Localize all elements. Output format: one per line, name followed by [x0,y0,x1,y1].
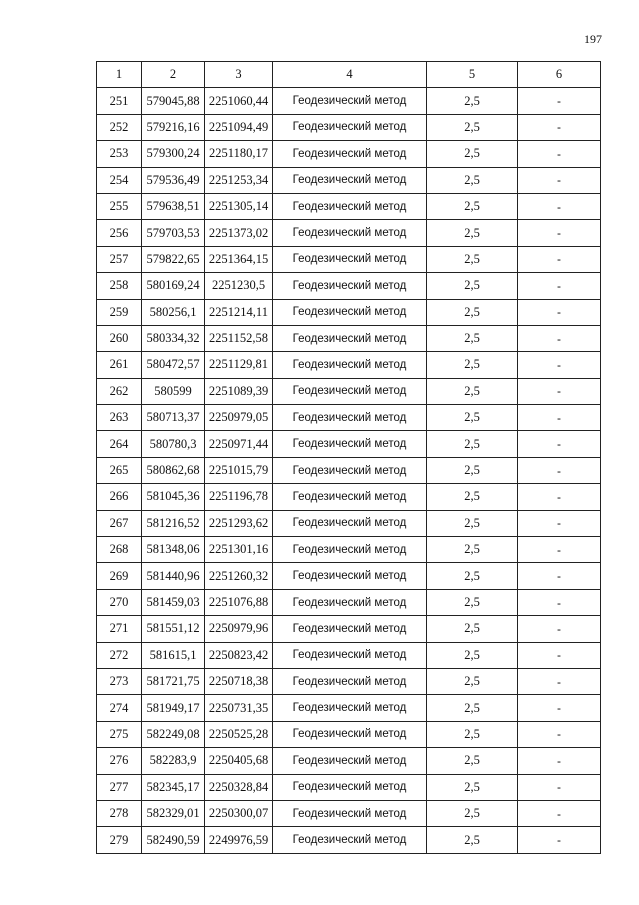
table-row [97,827,601,853]
accuracy-cell: 2,5 [427,141,518,167]
x-coordinate-cell: 580713,37 [142,405,205,431]
x-coordinate-cell: 580599 [142,378,205,404]
point-number-cell: 265 [97,457,142,483]
accuracy-cell: 2,5 [427,589,518,615]
method-cell: Геодезический метод [273,378,427,404]
column-header-4: 4 [273,62,427,88]
point-number-cell: 273 [97,668,142,694]
note-cell: - [518,510,601,536]
method-cell: Геодезический метод [273,589,427,615]
accuracy-cell: 2,5 [427,510,518,536]
column-header-2: 2 [142,62,205,88]
method-cell: Геодезический метод [273,273,427,299]
y-coordinate-cell: 2250731,35 [205,695,273,721]
x-coordinate-cell: 579703,53 [142,220,205,246]
note-cell: - [518,114,601,140]
note-cell: - [518,563,601,589]
note-cell: - [518,193,601,219]
point-number-cell: 279 [97,827,142,853]
column-header-6: 6 [518,62,601,88]
point-number-cell: 253 [97,141,142,167]
note-cell: - [518,405,601,431]
method-cell: Геодезический метод [273,721,427,747]
table-body [97,88,601,853]
accuracy-cell: 2,5 [427,616,518,642]
accuracy-cell: 2,5 [427,167,518,193]
note-cell: - [518,352,601,378]
note-cell: - [518,721,601,747]
table-row [97,431,601,457]
column-header-5: 5 [427,62,518,88]
y-coordinate-cell: 2250405,68 [205,748,273,774]
y-coordinate-cell: 2251060,44 [205,88,273,114]
note-cell: - [518,325,601,351]
point-number-cell: 270 [97,589,142,615]
y-coordinate-cell: 2251152,58 [205,325,273,351]
note-cell: - [518,299,601,325]
accuracy-cell: 2,5 [427,695,518,721]
note-cell: - [518,167,601,193]
point-number-cell: 255 [97,193,142,219]
point-number-cell: 272 [97,642,142,668]
y-coordinate-cell: 2251089,39 [205,378,273,404]
method-cell: Геодезический метод [273,616,427,642]
note-cell: - [518,616,601,642]
method-cell: Геодезический метод [273,800,427,826]
point-number-cell: 256 [97,220,142,246]
accuracy-cell: 2,5 [427,352,518,378]
method-cell: Геодезический метод [273,405,427,431]
table-row [97,114,601,140]
x-coordinate-cell: 581949,17 [142,695,205,721]
x-coordinate-cell: 581721,75 [142,668,205,694]
table-row [97,193,601,219]
y-coordinate-cell: 2251305,14 [205,193,273,219]
accuracy-cell: 2,5 [427,457,518,483]
note-cell: - [518,141,601,167]
coordinates-table [96,61,601,854]
x-coordinate-cell: 579638,51 [142,193,205,219]
point-number-cell: 252 [97,114,142,140]
point-number-cell: 278 [97,800,142,826]
column-header-1: 1 [97,62,142,88]
accuracy-cell: 2,5 [427,246,518,272]
y-coordinate-cell: 2251301,16 [205,537,273,563]
table-row [97,721,601,747]
table-row [97,378,601,404]
y-coordinate-cell: 2250979,05 [205,405,273,431]
page-number: 197 [584,32,602,46]
accuracy-cell: 2,5 [427,325,518,351]
accuracy-cell: 2,5 [427,800,518,826]
y-coordinate-cell: 2251364,15 [205,246,273,272]
table-row [97,642,601,668]
point-number-cell: 258 [97,273,142,299]
accuracy-cell: 2,5 [427,220,518,246]
accuracy-cell: 2,5 [427,299,518,325]
table-row [97,167,601,193]
note-cell: - [518,748,601,774]
table-row [97,563,601,589]
point-number-cell: 254 [97,167,142,193]
method-cell: Геодезический метод [273,537,427,563]
point-number-cell: 267 [97,510,142,536]
note-cell: - [518,246,601,272]
table-row [97,273,601,299]
method-cell: Геодезический метод [273,325,427,351]
note-cell: - [518,220,601,246]
x-coordinate-cell: 581440,96 [142,563,205,589]
method-cell: Геодезический метод [273,193,427,219]
accuracy-cell: 2,5 [427,563,518,589]
accuracy-cell: 2,5 [427,431,518,457]
table-row [97,141,601,167]
method-cell: Геодезический метод [273,246,427,272]
y-coordinate-cell: 2251253,34 [205,167,273,193]
x-coordinate-cell: 580334,32 [142,325,205,351]
note-cell: - [518,668,601,694]
note-cell: - [518,774,601,800]
note-cell: - [518,800,601,826]
x-coordinate-cell: 579822,65 [142,246,205,272]
table-row [97,484,601,510]
x-coordinate-cell: 581551,12 [142,616,205,642]
point-number-cell: 261 [97,352,142,378]
method-cell: Геодезический метод [273,642,427,668]
accuracy-cell: 2,5 [427,405,518,431]
y-coordinate-cell: 2249976,59 [205,827,273,853]
accuracy-cell: 2,5 [427,114,518,140]
accuracy-cell: 2,5 [427,484,518,510]
y-coordinate-cell: 2250718,38 [205,668,273,694]
note-cell: - [518,589,601,615]
x-coordinate-cell: 581348,06 [142,537,205,563]
point-number-cell: 268 [97,537,142,563]
method-cell: Геодезический метод [273,774,427,800]
x-coordinate-cell: 581615,1 [142,642,205,668]
accuracy-cell: 2,5 [427,721,518,747]
method-cell: Геодезический метод [273,299,427,325]
accuracy-cell: 2,5 [427,827,518,853]
point-number-cell: 271 [97,616,142,642]
table-row [97,405,601,431]
x-coordinate-cell: 579045,88 [142,88,205,114]
point-number-cell: 259 [97,299,142,325]
table-row [97,88,601,114]
point-number-cell: 257 [97,246,142,272]
table-row [97,510,601,536]
accuracy-cell: 2,5 [427,378,518,404]
accuracy-cell: 2,5 [427,748,518,774]
accuracy-cell: 2,5 [427,642,518,668]
point-number-cell: 251 [97,88,142,114]
table-row [97,246,601,272]
point-number-cell: 276 [97,748,142,774]
y-coordinate-cell: 2250525,28 [205,721,273,747]
method-cell: Геодезический метод [273,141,427,167]
x-coordinate-cell: 579216,16 [142,114,205,140]
y-coordinate-cell: 2251373,02 [205,220,273,246]
y-coordinate-cell: 2250300,07 [205,800,273,826]
x-coordinate-cell: 582249,08 [142,721,205,747]
x-coordinate-cell: 582490,59 [142,827,205,853]
table-row [97,457,601,483]
table-row [97,668,601,694]
y-coordinate-cell: 2251260,32 [205,563,273,589]
y-coordinate-cell: 2250328,84 [205,774,273,800]
note-cell: - [518,695,601,721]
note-cell: - [518,88,601,114]
accuracy-cell: 2,5 [427,774,518,800]
y-coordinate-cell: 2251015,79 [205,457,273,483]
note-cell: - [518,457,601,483]
table-row [97,325,601,351]
method-cell: Геодезический метод [273,114,427,140]
table-header-row [97,62,601,88]
note-cell: - [518,827,601,853]
accuracy-cell: 2,5 [427,193,518,219]
point-number-cell: 260 [97,325,142,351]
y-coordinate-cell: 2250823,42 [205,642,273,668]
y-coordinate-cell: 2250971,44 [205,431,273,457]
point-number-cell: 266 [97,484,142,510]
note-cell: - [518,484,601,510]
accuracy-cell: 2,5 [427,273,518,299]
y-coordinate-cell: 2251076,88 [205,589,273,615]
x-coordinate-cell: 579536,49 [142,167,205,193]
method-cell: Геодезический метод [273,827,427,853]
x-coordinate-cell: 580780,3 [142,431,205,457]
point-number-cell: 274 [97,695,142,721]
table-row [97,537,601,563]
y-coordinate-cell: 2251094,49 [205,114,273,140]
y-coordinate-cell: 2251230,5 [205,273,273,299]
note-cell: - [518,378,601,404]
x-coordinate-cell: 579300,24 [142,141,205,167]
method-cell: Геодезический метод [273,484,427,510]
method-cell: Геодезический метод [273,668,427,694]
table-row [97,695,601,721]
method-cell: Геодезический метод [273,431,427,457]
y-coordinate-cell: 2250979,96 [205,616,273,642]
y-coordinate-cell: 2251214,11 [205,299,273,325]
point-number-cell: 264 [97,431,142,457]
method-cell: Геодезический метод [273,510,427,536]
x-coordinate-cell: 580169,24 [142,273,205,299]
table-row [97,589,601,615]
table-row [97,800,601,826]
x-coordinate-cell: 580472,57 [142,352,205,378]
method-cell: Геодезический метод [273,352,427,378]
accuracy-cell: 2,5 [427,88,518,114]
table-row [97,616,601,642]
x-coordinate-cell: 580862,68 [142,457,205,483]
note-cell: - [518,537,601,563]
method-cell: Геодезический метод [273,563,427,589]
x-coordinate-cell: 581216,52 [142,510,205,536]
table-row [97,774,601,800]
column-header-3: 3 [205,62,273,88]
point-number-cell: 269 [97,563,142,589]
point-number-cell: 263 [97,405,142,431]
method-cell: Геодезический метод [273,220,427,246]
method-cell: Геодезический метод [273,695,427,721]
point-number-cell: 262 [97,378,142,404]
x-coordinate-cell: 582283,9 [142,748,205,774]
y-coordinate-cell: 2251293,62 [205,510,273,536]
accuracy-cell: 2,5 [427,668,518,694]
method-cell: Геодезический метод [273,748,427,774]
point-number-cell: 275 [97,721,142,747]
table-row [97,352,601,378]
accuracy-cell: 2,5 [427,537,518,563]
y-coordinate-cell: 2251129,81 [205,352,273,378]
point-number-cell: 277 [97,774,142,800]
x-coordinate-cell: 580256,1 [142,299,205,325]
x-coordinate-cell: 582329,01 [142,800,205,826]
table-row [97,299,601,325]
note-cell: - [518,642,601,668]
table-row [97,220,601,246]
y-coordinate-cell: 2251180,17 [205,141,273,167]
x-coordinate-cell: 582345,17 [142,774,205,800]
method-cell: Геодезический метод [273,88,427,114]
x-coordinate-cell: 581045,36 [142,484,205,510]
method-cell: Геодезический метод [273,167,427,193]
note-cell: - [518,431,601,457]
y-coordinate-cell: 2251196,78 [205,484,273,510]
method-cell: Геодезический метод [273,457,427,483]
table-row [97,748,601,774]
note-cell: - [518,273,601,299]
x-coordinate-cell: 581459,03 [142,589,205,615]
